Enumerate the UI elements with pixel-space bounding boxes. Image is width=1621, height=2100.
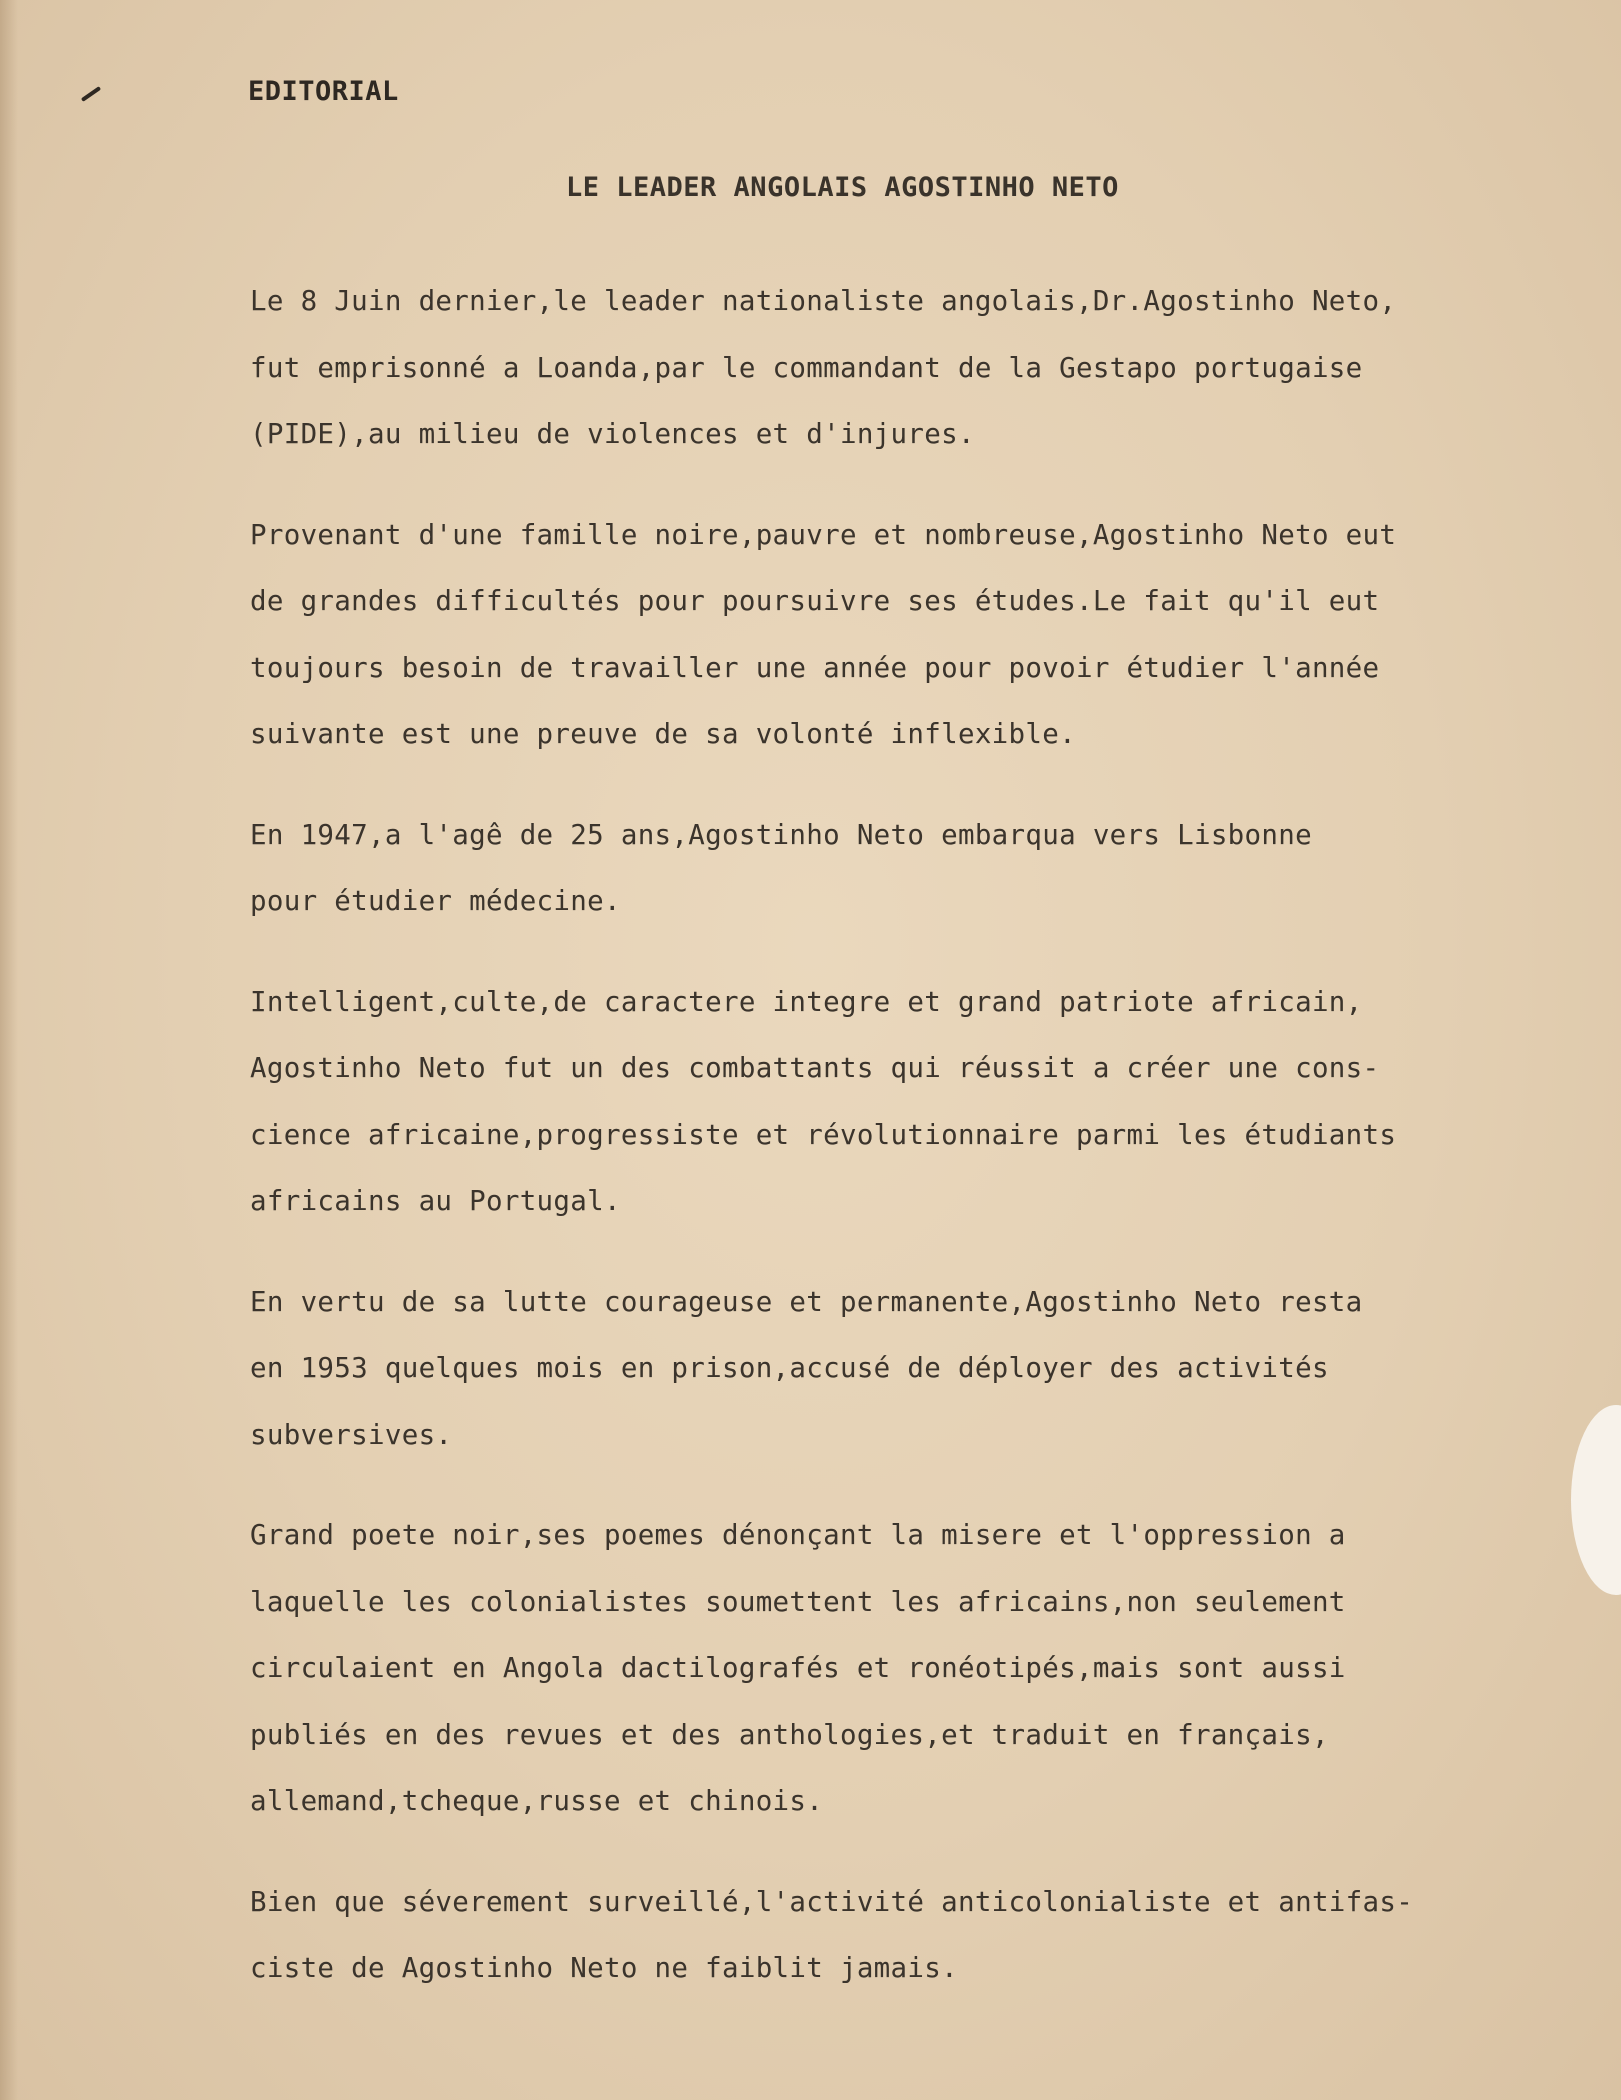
text-line: En vertu de sa lutte courageuse et permanente,Agostinho Neto resta <box>250 1285 1363 1318</box>
paragraph-4 <box>250 969 1610 1235</box>
text-line: africains au Portugal. <box>250 1185 621 1217</box>
text-line: subversives. <box>250 1418 453 1451</box>
text-line: publiés en des revues et des anthologies,et traduit en français, <box>250 1718 1329 1751</box>
text-line: cience africaine,progressiste et révolutionnaire parmi les étudiants <box>250 1118 1397 1151</box>
text-line: circulaient en Angola dactilografés et ronéotipés,mais sont aussi <box>250 1652 1346 1684</box>
text-line: en 1953 quelques mois en prison,accusé de déployer des activités <box>250 1352 1329 1384</box>
text-line: ciste de Agostinho Neto ne faiblit jamais. <box>250 1952 958 1984</box>
ink-mark <box>81 86 101 102</box>
text-line: fut emprisonné a Loanda,par le commandant de la Gestapo portugaise <box>250 351 1363 384</box>
text-line: Agostinho Neto fut un des combattants qui réussit a créer une cons- <box>250 1052 1380 1084</box>
paragraph-3 <box>250 802 1610 935</box>
header-label: EDITORIAL <box>248 76 399 107</box>
text-line: pour étudier médecine. <box>250 885 621 917</box>
text-line: allemand,tcheque,russe et chinois. <box>250 1785 824 1817</box>
paragraph-2 <box>250 502 1610 768</box>
text-line: laquelle les colonialistes soumettent les africains,non seulement <box>250 1585 1346 1618</box>
text-line: Provenant d'une famille noire,pauvre et nombreuse,Agostinho Neto eut <box>250 518 1397 551</box>
paragraph-6 <box>250 1502 1610 1835</box>
text-line: Intelligent,culte,de caractere integre et grand patriote africain, <box>250 985 1363 1018</box>
text-line: Le 8 Juin dernier,le leader nationaliste angolais,Dr.Agostinho Neto, <box>250 285 1397 317</box>
text-line: de grandes difficultés pour poursuivre ses études.Le fait qu'il eut <box>250 585 1380 617</box>
paragraph-1 <box>250 268 1610 468</box>
text-line: suivante est une preuve de sa volonté inflexible. <box>250 718 1076 750</box>
body-text <box>250 268 1610 2036</box>
text-line: En 1947,a l'agê de 25 ans,Agostinho Neto embarqua vers Lisbonne <box>250 818 1312 851</box>
text-line: toujours besoin de travailler une année pour povoir étudier l'année <box>250 651 1380 684</box>
paragraph-7 <box>250 1869 1610 2002</box>
text-line: Grand poete noir,ses poemes dénonçant la misere et l'oppression a <box>250 1519 1346 1551</box>
document-title: LE LEADER ANGOLAIS AGOSTINHO NETO <box>566 172 1119 203</box>
paper-edge-shadow <box>0 0 18 2100</box>
text-line: Bien que séverement surveillé,l'activité anticolonialiste et antifas- <box>250 1885 1414 1918</box>
paragraph-5 <box>250 1269 1610 1469</box>
text-line: (PIDE),au milieu de violences et d'injures. <box>250 418 975 450</box>
